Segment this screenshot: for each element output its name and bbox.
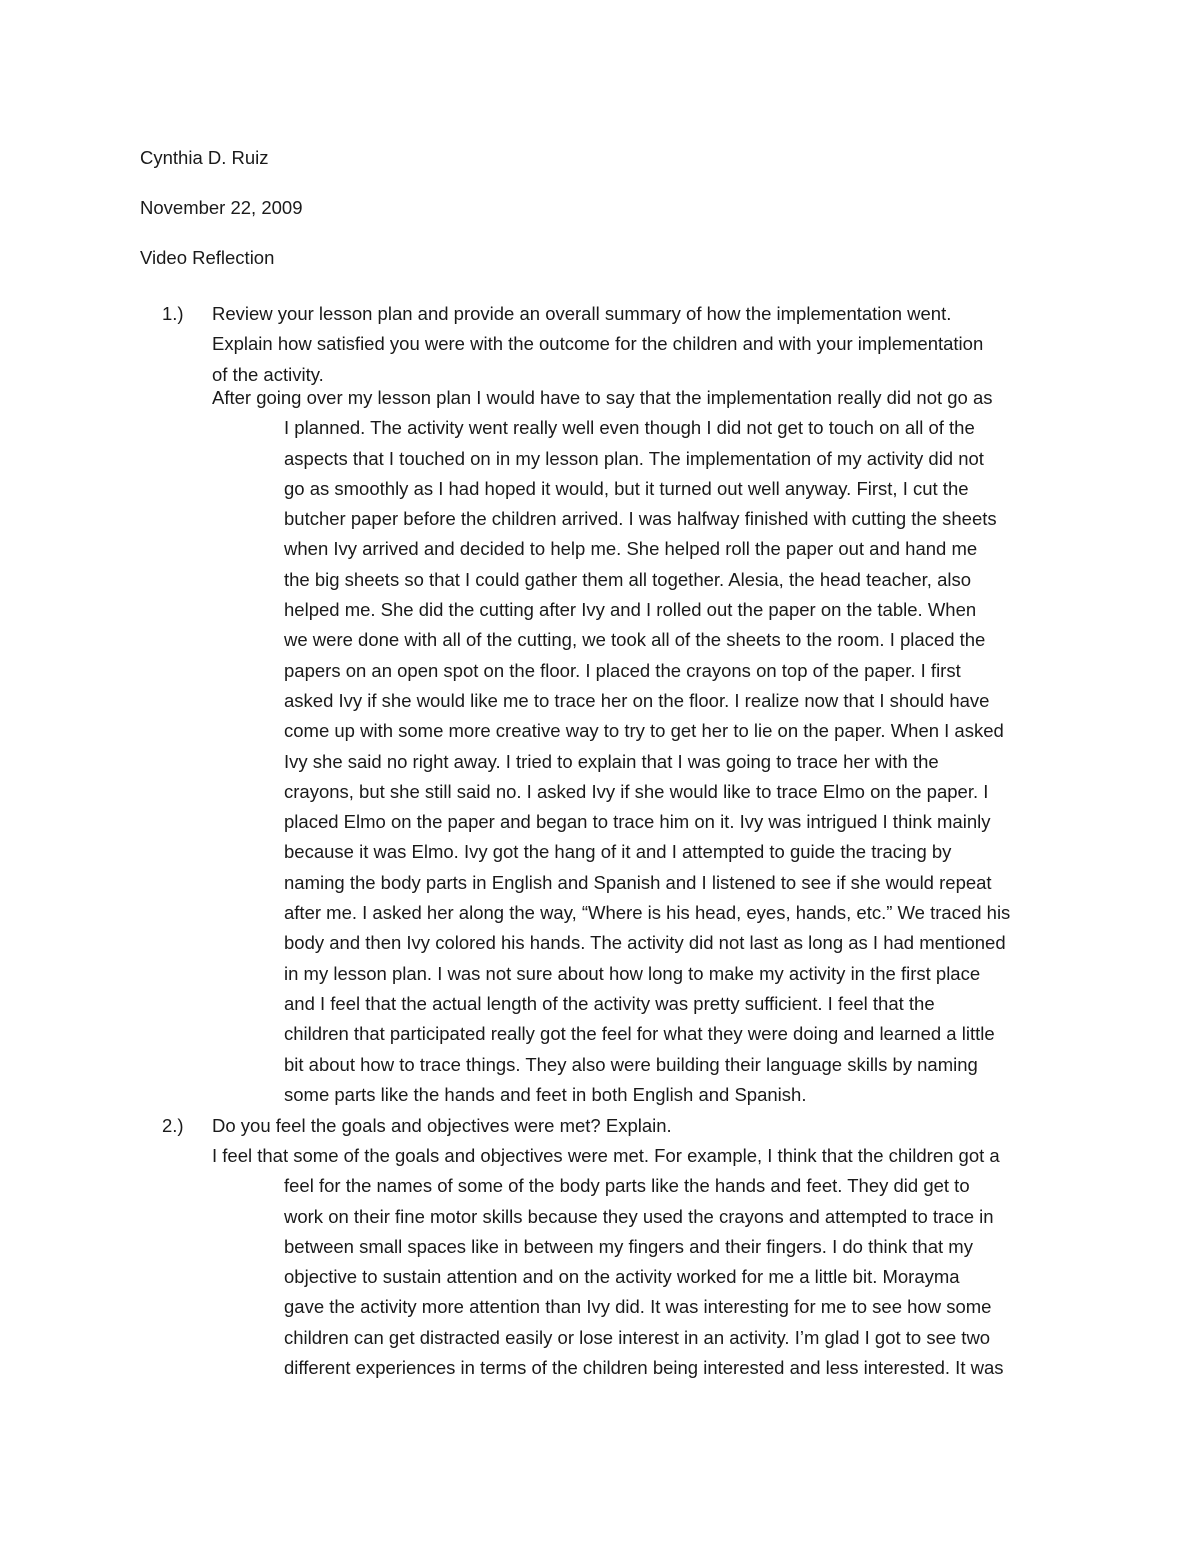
answer-line: After going over my lesson plan I would have to say that the implementation really did not go as (212, 387, 993, 408)
answer-line: I feel that some of the goals and objectives were met. For example, I think that the children got a (212, 1145, 1000, 1166)
answer-line: aspects that I touched on in my lesson plan. The implementation of my activity did not (284, 447, 984, 469)
question-line: Do you feel the goals and objectives were met? Explain. (212, 1115, 672, 1136)
answer-line: come up with some more creative way to try to get her to lie on the paper. When I asked (284, 720, 1004, 742)
answer-line: in my lesson plan. I was not sure about how long to make my activity in the first place (284, 962, 981, 984)
answer-line: feel for the names of some of the body parts like the hands and feet. They did get to (284, 1175, 970, 1197)
answer-line: naming the body parts in English and Spanish and I listened to see if she would repeat (284, 871, 992, 893)
answer-line: between small spaces like in between my fingers and their fingers. I do think that my (284, 1235, 973, 1257)
answer-line: bit about how to trace things. They also were building their language skills by naming (284, 1053, 978, 1075)
answer-line: work on their fine motor skills because they used the crayons and attempted to trace in (284, 1205, 994, 1227)
author-name: Cynthia D. Ruiz (140, 147, 269, 168)
item-1-answer (0, 383, 1010, 1110)
answer-line: helped me. She did the cutting after Ivy and I rolled out the paper on the table. When (284, 599, 977, 621)
answer-line: crayons, but she still said no. I asked Ivy if she would like to trace Elmo on the paper. I (284, 780, 989, 802)
item-2-number: 2.) (162, 1115, 184, 1136)
document-title: Video Reflection (140, 247, 275, 268)
answer-line: gave the activity more attention than Ivy did. It was interesting for me to see how some (284, 1296, 992, 1318)
item-1-number: 1.) (162, 303, 184, 324)
answer-line: we were done with all of the cutting, we took all of the sheets to the room. I placed the (284, 629, 986, 651)
answer-line: butcher paper before the children arrived. I was halfway finished with cutting the sheets (284, 508, 997, 530)
answer-line: go as smoothly as I had hoped it would, but it turned out well anyway. First, I cut the (284, 477, 969, 499)
answer-line: papers on an open spot on the floor. I placed the crayons on top of the paper. I first (284, 659, 961, 681)
answer-line: children that participated really got the feel for what they were doing and learned a little (284, 1023, 995, 1045)
answer-line: the big sheets so that I could gather them all together. Alesia, the head teacher, also (284, 568, 972, 590)
item-2-question (212, 1111, 672, 1141)
answer-line: when Ivy arrived and decided to help me. She helped roll the paper out and hand me (284, 538, 978, 560)
answer-line: children can get distracted easily or lose interest in an activity. I’m glad I got to see two (284, 1326, 991, 1348)
answer-line: after me. I asked her along the way, “Where is his head, eyes, hands, etc.” We traced his (284, 902, 1011, 924)
question-line: Explain how satisfied you were with the outcome for the children and with your implementation (212, 333, 984, 355)
answer-line: different experiences in terms of the children being interested and less interested. It was (284, 1357, 1004, 1379)
answer-line: because it was Elmo. Ivy got the hang of it and I attempted to guide the tracing by (284, 841, 952, 863)
answer-line: body and then Ivy colored his hands. The activity did not last as long as I had mentioned (284, 932, 1006, 954)
question-line: Review your lesson plan and provide an overall summary of how the implementation went. (212, 303, 952, 324)
answer-line: and I feel that the actual length of the activity was pretty sufficient. I feel that the (284, 992, 935, 1014)
answer-line: placed Elmo on the paper and began to trace him on it. Ivy was intrigued I think mainly (284, 811, 991, 833)
answer-line: I planned. The activity went really well even though I did not get to touch on all of the (284, 417, 975, 439)
question-line: of the activity. (212, 363, 324, 385)
answer-line: Ivy she said no right away. I tried to explain that I was going to trace her with the (284, 750, 939, 772)
answer-line: objective to sustain attention and on the activity worked for me a little bit. Morayma (284, 1266, 960, 1288)
item-2-answer (0, 1141, 1004, 1383)
document-date: November 22, 2009 (140, 197, 303, 218)
item-1-question (212, 299, 983, 390)
answer-line: asked Ivy if she would like me to trace her on the floor. I realize now that I should have (284, 689, 990, 711)
answer-line: some parts like the hands and feet in both English and Spanish. (284, 1083, 807, 1105)
